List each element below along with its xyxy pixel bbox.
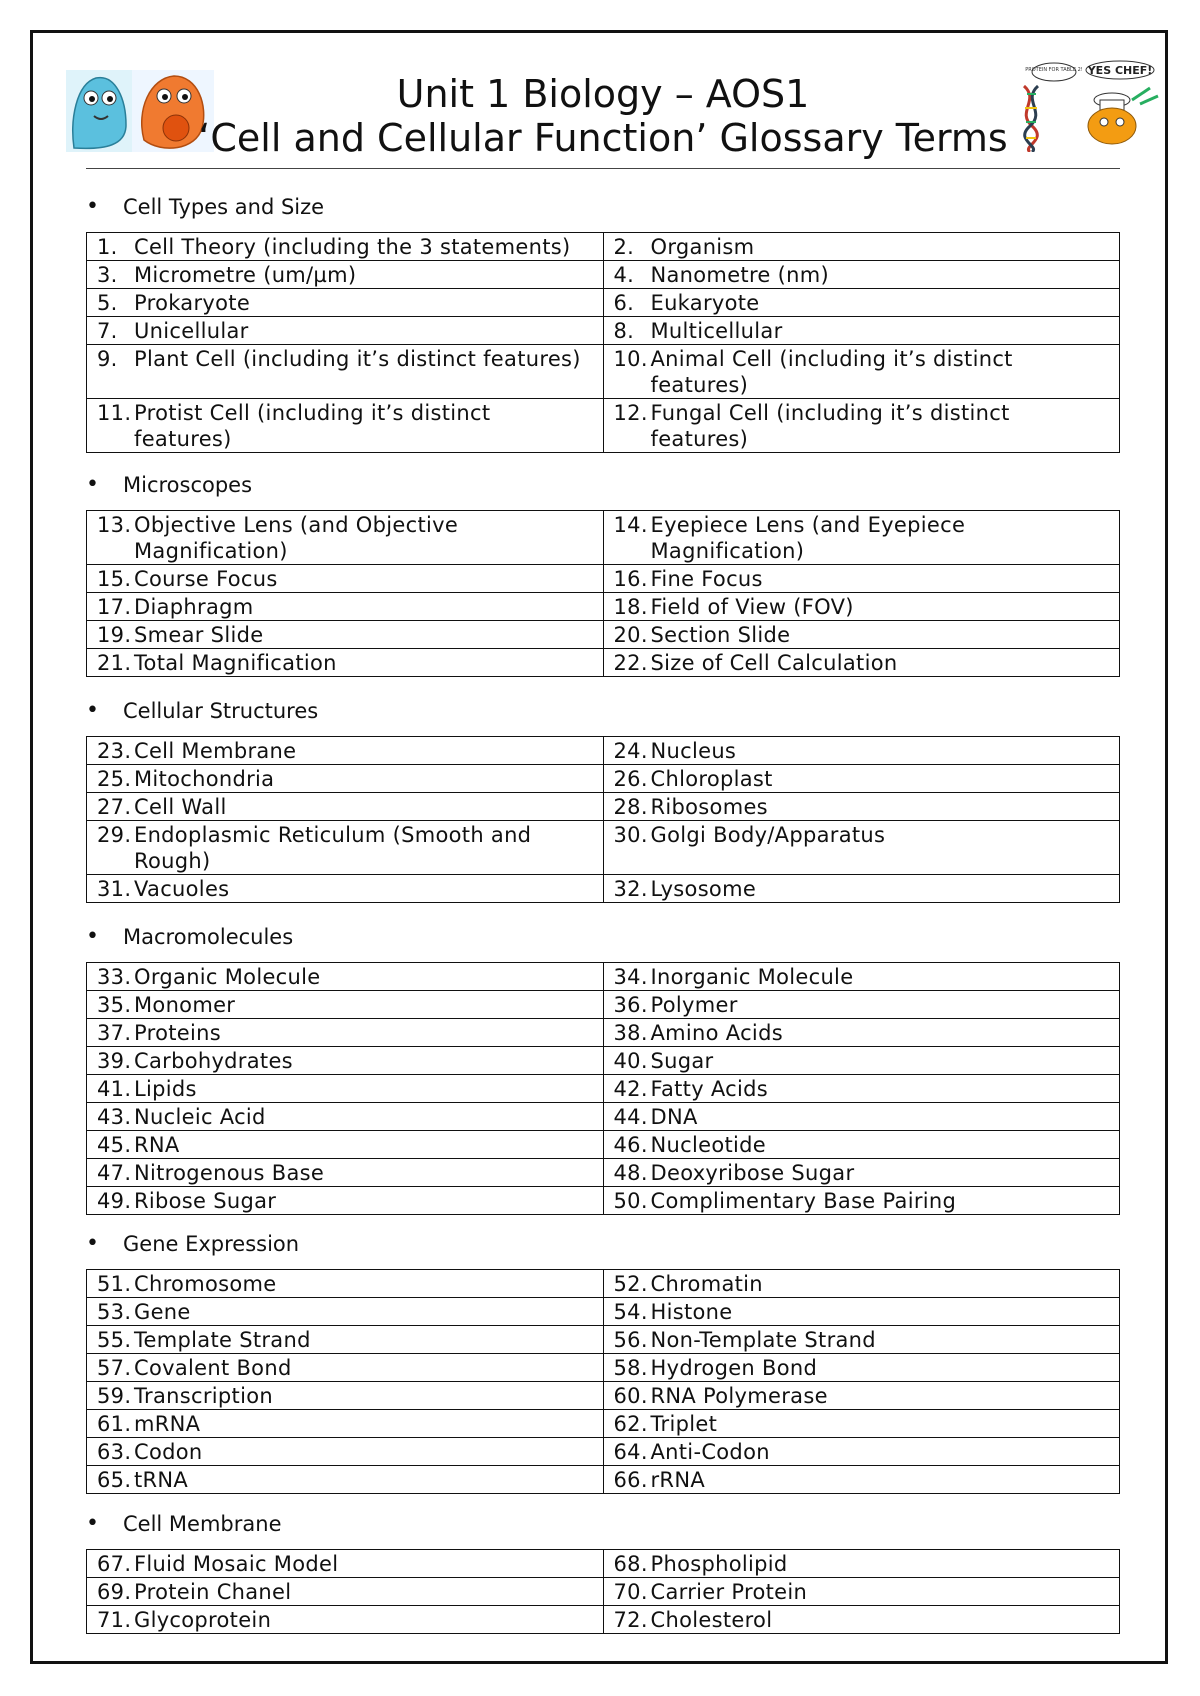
term-number: 37. — [97, 1021, 132, 1045]
section-heading-text: Cell Types and Size — [123, 195, 325, 219]
term-number: 13. — [97, 513, 132, 537]
table-row — [87, 621, 1120, 649]
table-row — [87, 593, 1120, 621]
term-text: Lysosome — [650, 877, 757, 901]
term-text: Sugar — [650, 1049, 714, 1073]
term-text: Endoplasmic Reticulum (Smooth and Rough) — [134, 823, 532, 873]
section-heading-text: Gene Expression — [123, 1232, 300, 1256]
bullet-icon: • — [86, 924, 99, 949]
term-number: 69. — [97, 1580, 132, 1604]
section-heading-text: Macromolecules — [123, 925, 294, 949]
glossary-term-cell — [603, 765, 1120, 793]
table-row — [87, 1354, 1120, 1382]
glossary-term-cell — [603, 1326, 1120, 1354]
glossary-term-cell — [87, 1298, 604, 1326]
term-number: 53. — [97, 1300, 132, 1324]
table-row — [87, 821, 1120, 875]
term-text: Cell Wall — [134, 795, 227, 819]
term-text: Prokaryote — [134, 291, 251, 315]
glossary-term-cell — [603, 1159, 1120, 1187]
term-text: Non-Template Strand — [650, 1328, 876, 1352]
term-number: 3. — [97, 263, 118, 287]
table-row — [87, 991, 1120, 1019]
term-text: Organism — [650, 235, 755, 259]
term-text: Field of View (FOV) — [650, 595, 854, 619]
glossary-term-cell — [603, 737, 1120, 765]
term-text: Animal Cell (including it’s distinct features) — [650, 347, 1013, 397]
glossary-term-cell — [87, 1354, 604, 1382]
bullet-icon: • — [86, 1511, 99, 1536]
glossary-term-cell — [87, 289, 604, 317]
glossary-term-cell — [87, 1550, 604, 1578]
term-number: 33. — [97, 965, 132, 989]
term-number: 58. — [613, 1356, 648, 1380]
glossary-term-cell — [603, 261, 1120, 289]
bullet-icon: • — [86, 194, 99, 219]
table-row — [87, 1466, 1120, 1494]
glossary-term-cell — [603, 1075, 1120, 1103]
term-number: 23. — [97, 739, 132, 763]
table-row — [87, 1187, 1120, 1215]
term-text: Nanometre (nm) — [650, 263, 829, 287]
section-heading — [86, 192, 1120, 222]
bullet-icon: • — [86, 472, 99, 497]
term-text: Nucleic Acid — [134, 1105, 266, 1129]
table-row — [87, 1326, 1120, 1354]
glossary-term-cell — [603, 593, 1120, 621]
glossary-term-cell — [87, 991, 604, 1019]
term-text: Objective Lens (and Objective Magnification) — [134, 513, 459, 563]
glossary-term-cell — [87, 261, 604, 289]
term-number: 38. — [613, 1021, 648, 1045]
term-text: rRNA — [650, 1468, 705, 1492]
term-number: 17. — [97, 595, 132, 619]
table-row — [87, 1410, 1120, 1438]
glossary-term-cell — [87, 1075, 604, 1103]
term-text: Nucleotide — [650, 1133, 766, 1157]
bubble-text-left: PROTEIN FOR TABLE 2! — [1025, 67, 1083, 73]
glossary-term-cell — [87, 1019, 604, 1047]
glossary-term-cell — [87, 793, 604, 821]
table-row — [87, 1159, 1120, 1187]
glossary-term-cell — [87, 1047, 604, 1075]
term-text: Inorganic Molecule — [650, 965, 854, 989]
glossary-term-cell — [87, 399, 604, 453]
glossary-term-cell — [87, 1326, 604, 1354]
term-text: Total Magnification — [134, 651, 337, 675]
glossary-term-cell — [87, 1159, 604, 1187]
glossary-term-cell — [603, 621, 1120, 649]
term-text: Codon — [134, 1440, 203, 1464]
glossary-table — [86, 510, 1120, 677]
title-line-2: ‘Cell and Cellular Function’ Glossary Terms — [198, 116, 1008, 160]
glossary-term-cell — [87, 1187, 604, 1215]
term-number: 35. — [97, 993, 132, 1017]
glossary-term-cell — [87, 1131, 604, 1159]
term-number: 65. — [97, 1468, 132, 1492]
term-text: Protein Chanel — [134, 1580, 292, 1604]
glossary-table — [86, 1549, 1120, 1634]
term-number: 52. — [613, 1272, 648, 1296]
section-heading-text: Microscopes — [123, 473, 253, 497]
table-row — [87, 765, 1120, 793]
term-number: 10. — [613, 347, 648, 371]
glossary-term-cell — [87, 875, 604, 903]
glossary-term-cell — [87, 1382, 604, 1410]
term-text: Size of Cell Calculation — [650, 651, 898, 675]
glossary-term-cell — [87, 317, 604, 345]
section-cell-types-and-size — [86, 192, 1120, 453]
section-cellular-structures — [86, 696, 1120, 903]
term-number: 32. — [613, 877, 648, 901]
term-text: RNA — [134, 1133, 180, 1157]
table-row — [87, 261, 1120, 289]
term-number: 51. — [97, 1272, 132, 1296]
term-text: Gene — [134, 1300, 191, 1324]
table-row — [87, 317, 1120, 345]
term-number: 41. — [97, 1077, 132, 1101]
term-number: 55. — [97, 1328, 132, 1352]
page-title — [86, 72, 1120, 160]
term-text: Golgi Body/Apparatus — [650, 823, 886, 847]
glossary-term-cell — [603, 649, 1120, 677]
term-text: Section Slide — [650, 623, 791, 647]
glossary-term-cell — [603, 991, 1120, 1019]
term-text: Cell Membrane — [134, 739, 297, 763]
glossary-term-cell — [603, 289, 1120, 317]
term-text: Unicellular — [134, 319, 249, 343]
glossary-term-cell — [87, 1438, 604, 1466]
term-text: Covalent Bond — [134, 1356, 292, 1380]
term-number: 31. — [97, 877, 132, 901]
term-number: 7. — [97, 319, 118, 343]
table-row — [87, 233, 1120, 261]
term-text: Diaphragm — [134, 595, 254, 619]
term-number: 36. — [613, 993, 648, 1017]
term-text: Template Strand — [134, 1328, 311, 1352]
term-number: 50. — [613, 1189, 648, 1213]
term-text: Multicellular — [650, 319, 783, 343]
glossary-term-cell — [603, 1019, 1120, 1047]
section-heading-text: Cellular Structures — [123, 699, 319, 723]
term-number: 27. — [97, 795, 132, 819]
term-text: Organic Molecule — [134, 965, 321, 989]
term-number: 47. — [97, 1161, 132, 1185]
term-text: Histone — [650, 1300, 733, 1324]
term-text: Course Focus — [134, 567, 278, 591]
glossary-term-cell — [87, 649, 604, 677]
term-number: 24. — [613, 739, 648, 763]
term-text: Cell Theory (including the 3 statements) — [134, 235, 571, 259]
glossary-term-cell — [87, 737, 604, 765]
term-text: Anti-Codon — [650, 1440, 770, 1464]
term-number: 39. — [97, 1049, 132, 1073]
term-number: 43. — [97, 1105, 132, 1129]
term-text: Phospholipid — [650, 1552, 788, 1576]
term-text: Micrometre (um/µm) — [134, 263, 357, 287]
glossary-table — [86, 962, 1120, 1215]
glossary-term-cell — [87, 511, 604, 565]
title-line-1: Unit 1 Biology – AOS1 — [396, 72, 810, 116]
term-number: 8. — [613, 319, 635, 343]
table-row — [87, 1047, 1120, 1075]
term-text: tRNA — [134, 1468, 189, 1492]
term-number: 28. — [613, 795, 648, 819]
term-number: 6. — [613, 291, 635, 315]
term-number: 11. — [97, 401, 132, 425]
glossary-term-cell — [603, 793, 1120, 821]
table-row — [87, 1550, 1120, 1578]
section-gene-expression — [86, 1229, 1120, 1494]
term-number: 60. — [613, 1384, 648, 1408]
glossary-term-cell — [603, 1103, 1120, 1131]
glossary-term-cell — [603, 1550, 1120, 1578]
glossary-term-cell — [87, 1466, 604, 1494]
table-row — [87, 1382, 1120, 1410]
glossary-term-cell — [603, 1298, 1120, 1326]
term-number: 72. — [613, 1608, 648, 1632]
term-number: 70. — [613, 1580, 648, 1604]
table-row — [87, 875, 1120, 903]
term-number: 20. — [613, 623, 648, 647]
section-microscopes — [86, 470, 1120, 677]
term-number: 30. — [613, 823, 648, 847]
glossary-term-cell — [603, 345, 1120, 399]
term-number: 2. — [613, 235, 635, 259]
term-number: 59. — [97, 1384, 132, 1408]
table-row — [87, 1075, 1120, 1103]
term-text: Hydrogen Bond — [650, 1356, 818, 1380]
term-number: 49. — [97, 1189, 132, 1213]
term-number: 66. — [613, 1468, 648, 1492]
term-number: 34. — [613, 965, 648, 989]
term-text: Polymer — [650, 993, 738, 1017]
glossary-term-cell — [87, 621, 604, 649]
table-row — [87, 1019, 1120, 1047]
term-text: mRNA — [134, 1412, 201, 1436]
bullet-icon: • — [86, 698, 99, 723]
section-heading — [86, 696, 1120, 726]
term-text: Complimentary Base Pairing — [650, 1189, 957, 1213]
glossary-term-cell — [87, 1606, 604, 1634]
table-row — [87, 399, 1120, 453]
glossary-term-cell — [603, 399, 1120, 453]
glossary-term-cell — [603, 233, 1120, 261]
term-text: Transcription — [134, 1384, 273, 1408]
term-text: Ribosomes — [650, 795, 768, 819]
glossary-term-cell — [603, 1410, 1120, 1438]
term-text: Chromatin — [650, 1272, 763, 1296]
term-number: 46. — [613, 1133, 648, 1157]
term-number: 54. — [613, 1300, 648, 1324]
term-number: 68. — [613, 1552, 648, 1576]
term-text: DNA — [650, 1105, 698, 1129]
term-text: Carbohydrates — [134, 1049, 293, 1073]
term-number: 64. — [613, 1440, 648, 1464]
term-text: Cholesterol — [650, 1608, 773, 1632]
title-divider — [86, 168, 1120, 169]
term-number: 29. — [97, 823, 132, 847]
glossary-term-cell — [603, 1438, 1120, 1466]
glossary-term-cell — [87, 963, 604, 991]
glossary-term-cell — [87, 765, 604, 793]
glossary-term-cell — [603, 875, 1120, 903]
glossary-term-cell — [87, 1103, 604, 1131]
term-number: 18. — [613, 595, 648, 619]
glossary-term-cell — [603, 1466, 1120, 1494]
glossary-term-cell — [87, 1410, 604, 1438]
section-heading — [86, 1229, 1120, 1259]
term-number: 44. — [613, 1105, 648, 1129]
glossary-term-cell — [603, 1578, 1120, 1606]
glossary-term-cell — [603, 1131, 1120, 1159]
term-text: RNA Polymerase — [650, 1384, 828, 1408]
section-heading-text: Cell Membrane — [123, 1512, 282, 1536]
table-row — [87, 1131, 1120, 1159]
section-cell-membrane — [86, 1509, 1120, 1634]
term-number: 63. — [97, 1440, 132, 1464]
glossary-term-cell — [603, 317, 1120, 345]
term-text: Mitochondria — [134, 767, 275, 791]
glossary-term-cell — [603, 1354, 1120, 1382]
term-text: Monomer — [134, 993, 236, 1017]
term-number: 4. — [613, 263, 635, 287]
term-text: Protist Cell (including it’s distinct features) — [134, 401, 491, 451]
table-row — [87, 289, 1120, 317]
glossary-term-cell — [87, 345, 604, 399]
glossary-table — [86, 736, 1120, 903]
term-text: Deoxyribose Sugar — [650, 1161, 855, 1185]
bubble-text-right: YES CHEF! — [1087, 64, 1153, 77]
term-number: 9. — [97, 347, 118, 371]
glossary-term-cell — [87, 565, 604, 593]
glossary-table — [86, 232, 1120, 453]
term-number: 67. — [97, 1552, 132, 1576]
glossary-term-cell — [87, 593, 604, 621]
term-number: 61. — [97, 1412, 132, 1436]
table-row — [87, 649, 1120, 677]
term-number: 26. — [613, 767, 648, 791]
table-row — [87, 1606, 1120, 1634]
term-text: Chloroplast — [650, 767, 773, 791]
glossary-term-cell — [603, 1382, 1120, 1410]
term-text: Eyepiece Lens (and Eyepiece Magnification) — [650, 513, 966, 563]
term-text: Amino Acids — [650, 1021, 783, 1045]
table-row — [87, 963, 1120, 991]
term-text: Carrier Protein — [650, 1580, 808, 1604]
table-row — [87, 737, 1120, 765]
term-text: Vacuoles — [134, 877, 230, 901]
glossary-term-cell — [87, 1578, 604, 1606]
term-text: Fluid Mosaic Model — [134, 1552, 339, 1576]
section-macromolecules — [86, 922, 1120, 1215]
section-heading — [86, 922, 1120, 952]
term-number: 42. — [613, 1077, 648, 1101]
table-row — [87, 1298, 1120, 1326]
term-number: 40. — [613, 1049, 648, 1073]
glossary-term-cell — [603, 1270, 1120, 1298]
bullet-icon: • — [86, 1231, 99, 1256]
term-number: 16. — [613, 567, 648, 591]
term-number: 15. — [97, 567, 132, 591]
glossary-term-cell — [603, 1187, 1120, 1215]
term-number: 14. — [613, 513, 648, 537]
term-text: Triplet — [650, 1412, 718, 1436]
term-text: Chromosome — [134, 1272, 277, 1296]
table-row — [87, 793, 1120, 821]
glossary-term-cell — [603, 963, 1120, 991]
term-number: 5. — [97, 291, 118, 315]
term-number: 12. — [613, 401, 648, 425]
term-text: Nucleus — [650, 739, 737, 763]
glossary-table — [86, 1269, 1120, 1494]
term-text: Proteins — [134, 1021, 221, 1045]
term-text: Fine Focus — [650, 567, 763, 591]
table-row — [87, 1438, 1120, 1466]
term-number: 19. — [97, 623, 132, 647]
term-text: Lipids — [134, 1077, 197, 1101]
term-number: 57. — [97, 1356, 132, 1380]
table-row — [87, 1270, 1120, 1298]
table-row — [87, 1103, 1120, 1131]
term-number: 56. — [613, 1328, 648, 1352]
term-number: 62. — [613, 1412, 648, 1436]
term-text: Plant Cell (including it’s distinct features) — [134, 347, 581, 371]
term-number: 45. — [97, 1133, 132, 1157]
term-text: Fatty Acids — [650, 1077, 769, 1101]
glossary-term-cell — [87, 1270, 604, 1298]
glossary-term-cell — [603, 511, 1120, 565]
glossary-term-cell — [603, 565, 1120, 593]
table-row — [87, 565, 1120, 593]
glossary-term-cell — [87, 233, 604, 261]
table-row — [87, 345, 1120, 399]
glossary-term-cell — [603, 1606, 1120, 1634]
term-number: 1. — [97, 235, 118, 259]
term-text: Nitrogenous Base — [134, 1161, 325, 1185]
section-heading — [86, 470, 1120, 500]
term-text: Ribose Sugar — [134, 1189, 277, 1213]
table-row — [87, 511, 1120, 565]
term-text: Smear Slide — [134, 623, 264, 647]
term-number: 25. — [97, 767, 132, 791]
table-row — [87, 1578, 1120, 1606]
term-number: 21. — [97, 651, 132, 675]
term-number: 48. — [613, 1161, 648, 1185]
glossary-term-cell — [87, 821, 604, 875]
glossary-term-cell — [603, 1047, 1120, 1075]
term-number: 22. — [613, 651, 648, 675]
section-heading — [86, 1509, 1120, 1539]
term-number: 71. — [97, 1608, 132, 1632]
term-text: Glycoprotein — [134, 1608, 272, 1632]
glossary-term-cell — [603, 821, 1120, 875]
term-text: Fungal Cell (including it’s distinct features) — [650, 401, 1010, 451]
term-text: Eukaryote — [650, 291, 760, 315]
